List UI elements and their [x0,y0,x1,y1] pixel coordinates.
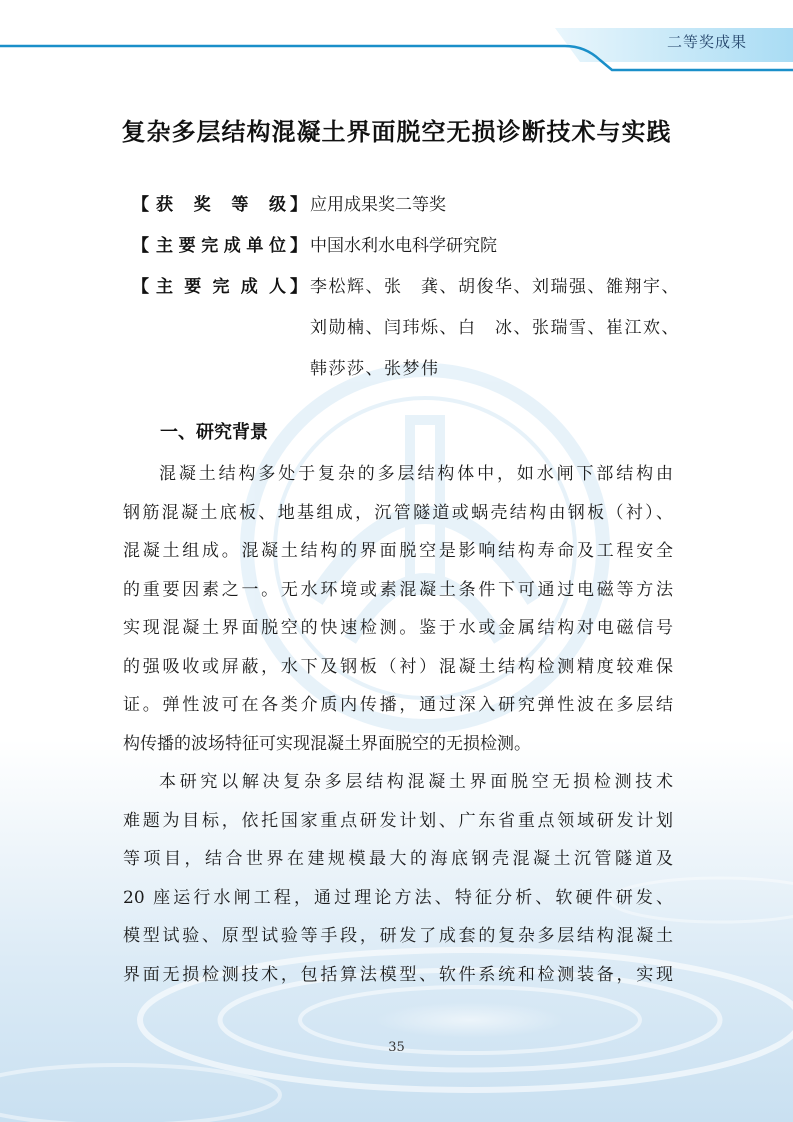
paragraph-line: 构传播的波场特征可实现混凝土界面脱空的无损检测。 [123,733,531,754]
people-label-text [152,267,290,308]
label-char: 要 [178,236,196,256]
label-char: 要 [184,277,202,297]
label-char: 等 [231,195,249,215]
paragraph-line: 难题为目标，依托国家重点研发计划、广东省重点领域研发计划 [123,810,673,831]
people-line: 李松辉、张 龚、胡俊华、刘瑞强、雒翔宇、 [310,277,680,297]
page-header [0,0,793,80]
page-number: 35 [388,1040,405,1055]
award-level-value: 应用成果奖二等奖 [310,195,446,215]
section-heading: 一、研究背景 [160,422,268,443]
document-title: 复杂多层结构混凝土界面脱空无损诊断技术与实践 [121,118,672,146]
paragraph-line: 实现混凝土界面脱空的快速检测。鉴于水或金属结构对电磁信号 [123,618,673,638]
body-text [123,455,673,994]
label-char: 获 [156,195,173,215]
label-char: 完 [201,236,219,256]
paragraph-line: 的重要因素之一。无水环境或素混凝土条件下可通过电磁等方法 [123,579,673,600]
award-level-label-text [152,185,290,226]
people-line: 刘勋楠、闫玮烁、白 冰、张瑞雪、崔江欢、 [310,318,680,338]
unit-label-text [152,226,290,267]
people-row [132,267,682,390]
label-char: 人 [269,277,286,297]
label-char: 主 [156,236,173,256]
paragraph-line: 本研究以解决复杂多层结构混凝土界面脱空无损检测技术 [159,772,673,792]
paragraph-line: 钢筋混凝土底板、地基组成，沉管隧道或蜗壳结构由钢板（衬）、 [123,502,673,523]
label-char: 奖 [193,195,211,215]
section-label: 二等奖成果 [666,33,747,51]
unit-row [132,226,682,267]
award-meta [132,185,682,390]
award-level-label: 【 获 奖 等 级 】 [132,185,310,226]
paragraph-line: 等项目，结合世界在建规模最大的海底钢壳混凝土沉管隧道及 [123,849,673,869]
people-value [310,267,682,390]
label-char: 完 [212,277,230,297]
label-char: 级 [268,195,286,215]
paragraph-line: 证。弹性波可在各类介质内传播，通过深入研究弹性波在多层结 [123,695,673,715]
people-line: 韩莎莎、张梦伟 [310,359,440,379]
label-char: 主 [156,277,173,297]
paragraph-line: 界面无损检测技术，包括算法模型、软件系统和检测装备，实现 [123,964,673,985]
paragraph-line: 20 座运行水闸工程，通过理论方法、特征分析、软硬件研发、 [123,887,673,908]
paragraph-line: 混凝土结构多处于复杂的多层结构体中，如水闸下部结构由 [159,464,673,484]
paragraph-line: 的强吸收或屏蔽，水下及钢板（衬）混凝土结构检测精度较难保 [123,656,673,677]
paragraph-line: 模型试验、原型试验等手段，研发了成套的复杂多层结构混凝土 [123,926,673,946]
label-char: 成 [223,236,241,256]
label-char: 成 [240,277,258,297]
label-char: 位 [268,236,286,256]
label-char: 单 [246,236,264,256]
award-level-row [132,185,682,226]
paragraph-line: 混凝土组成。混凝土结构的界面脱空是影响结构寿命及工程安全 [123,541,673,561]
unit-value: 中国水利水电科学研究院 [310,236,497,256]
unit-label: 【 主 要 完 成 单 位 】 [132,226,310,267]
people-label: 【 主 要 完 成 人 】 [132,267,310,308]
